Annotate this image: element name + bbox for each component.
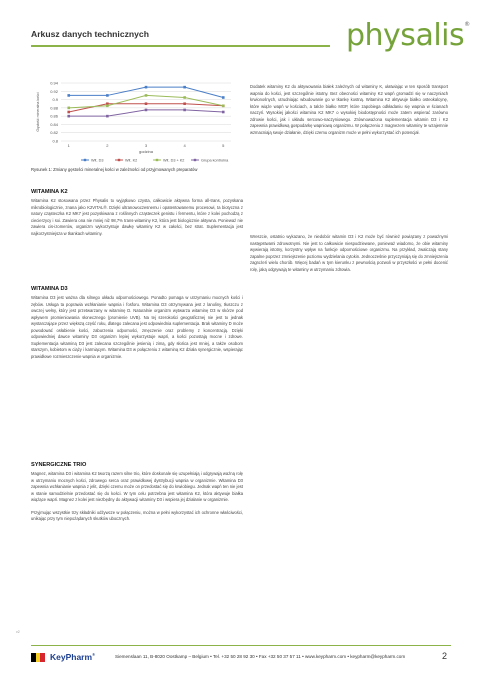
x-tick-label: 1 (67, 143, 70, 148)
x-tick-label: 4 (183, 143, 186, 148)
right-column-paragraph-1 (250, 84, 448, 136)
legend-marker (84, 159, 86, 161)
y-tick-label: 0.9 (52, 97, 58, 103)
section-body-2: Przyjmując wszystkie trzy składniki odżywcze w połączeniu, można w pełni wykorzystać ich ochronne właściwości, unikając przy tym niepożądanych skutków ubocznych. (31, 509, 243, 521)
footer-divider (31, 645, 451, 646)
document-title: Arkusz danych technicznych (31, 29, 149, 39)
keypharm-logo: KeyPharm® (50, 652, 96, 662)
x-tick-label: 3 (144, 143, 148, 148)
data-point (106, 104, 109, 107)
y-tick-label: 0.88 (50, 105, 58, 111)
data-point (67, 115, 70, 118)
data-point (67, 94, 70, 97)
section-body: Magnez, witamina D3 i witamina K2 tworzą razem silne trio, które doskonale się uzupełniają i odgrywają ważną rolę w utrzymaniu mocnych kości, zdrowego serca oraz prawidłowej dystrybucji wapnia w organizmie. Witamina D3 zapewnia wchłanianie wapnia z jelit, dzięki czemu może on przedostać się do krwiobiegu. Jednak wapń ten nie jest w stanie samodzielnie przedostać się do kości. W tym celu potrzebna jest witamina K2, która aktywuje białka wiążące wapń. Magnez z kolei jest niezbędny do aktywacji witaminy D3 i wspiera jej działanie w organizmie. (31, 471, 243, 502)
legend-label: Wit. K2 (125, 158, 138, 163)
header-divider (31, 45, 330, 47)
page-number: 2 (442, 651, 448, 661)
section-synergy-trio (31, 462, 243, 523)
y-tick-label: 0.92 (50, 88, 58, 94)
data-point (145, 109, 148, 112)
section-vitamin-k2 (31, 189, 243, 237)
section-heading: WITAMINA D3 (31, 286, 68, 292)
section-body: Witamina K2 stosowana przez Physalis to wyjątkowo czysta, całkowicie aktywna forma all-trans, pozyskana mikrobiologicznie, znana jako K2VITAL®. Dzięki ultranowoczesnemu i opatentowanemu procesowi, ta biotyczna z natury cząsteczka K2 MK7 jest pozyskiwana z roślinnych cząsteczek genistu i fermentu, które z kolei pochodzą z ciecierzycy i soi. Zawiera ona nie mniej niż 98,7% trans-witaminy K2, która jest biologicznie aktywna. Ponieważ nie zawiera cis-izomerów, organizm wykorzystuje dawkę witaminy K2 w całości, bez strat. Suplementacja jest najkorzystniejsza w tkankach witaminy. (31, 198, 243, 236)
data-point (222, 96, 225, 99)
physalis-logo: physalis® (346, 18, 470, 53)
data-point (183, 96, 186, 99)
paragraph: Dodatek witaminy K2 do aktywowania białek zależnych od witaminy K, ułatwiając w ten sposób transport wapnia do kości, jest szczególnie istotny. Bez obecności witaminy K2 wapń gromadzi się w naczyniach krwionośnych, utrudniając wbudowanie go w tkankę kostną. Witamina K2 aktywuje białko osteokalcynę, które wiąże wapń w kościach, a także białko MGP, które zapobiega odkładaniu się wapnia w ścianach naczyń. Wysokiej jakości witamina K2 MK7 o wysokiej biodostępności może zatem wspierać zarówno zdrowie kości, jak i układu sercowo-naczyniowego. Zrównoważona suplementacja witamin D3 i K2 zapewnia prawidłową gospodarkę wapniową organizmu. W połączeniu z magnezem witaminy te wzajemnie wzmacniają swoje działanie, dzięki czemu organizm może w pełni wykorzystać ich potencjał. (250, 84, 448, 135)
chart-svg (31, 75, 242, 165)
legend-marker (156, 159, 158, 161)
y-tick-label: 0.94 (50, 80, 58, 86)
legend-label: Wit. D3 (91, 158, 104, 163)
data-point (145, 86, 148, 89)
data-point (106, 94, 109, 97)
series-line (69, 95, 224, 107)
right-column-paragraph-2 (250, 234, 448, 273)
chart-caption: Rysunek 1: Zmiany gęstości mineralnej kości w zależności od przyjmowanych preparatów (31, 167, 198, 172)
x-tick-label: 5 (222, 143, 225, 148)
footer-contact: Siemenslaan 11, B-8020 Oostkamp – Belgium • Tel. +32 50 28 92 30 • Fax +32 50 37 57 11 • www.keypharm.com • keypharm@keypharm.com (115, 654, 406, 659)
data-point (67, 107, 70, 110)
data-point (106, 115, 109, 118)
legend-marker (118, 159, 120, 161)
data-point (145, 94, 148, 97)
y-tick-label: 0.8 (52, 138, 58, 144)
data-point (183, 102, 186, 105)
paragraph: Wreszcie, ostatnio wykazano, że niedobór witamin D3 i K2 może być również powiązany z poważnymi następstwami zdrowotnymi. Nie jest to całkowicie niespodziewane, ponieważ wiadomo, że obie witaminy wywierają istotny, korzystny wpływ na funkcje odpornościowe organizmu. Na przykład, zwalczają stany zapalne poprzez zmniejszenie poziomu wydzielania cytokin. Jednocześnie przyczyniają się do zmniejszenia zagrożeń wielu chorób. Więcej badań w tym kierunku z pewnością pozwoli w przyszłości w pełni docenić rolę, jaką odgrywają te witaminy w utrzymaniu zdrowia. (250, 234, 448, 272)
data-point (145, 102, 148, 105)
data-point (183, 86, 186, 89)
section-heading: WITAMINA K2 (31, 189, 68, 195)
section-body: Witamina D3 jest ważna dla silnego układu odpornościowego. Ponadto pomaga w utrzymaniu mocnych kości i zębów. Usługa ta poprawia wchłanianie wapnia i fosforu. Witamina D3 otrzymywana jest z lanoliny, tłuszczu z owczej wełny, który jest przetwarzany w witaminę D. Naturalnie organizm wytwarza witaminę D3 w skórze pod wpływem promieniowania słonecznego (promienie UVB). Na tej szerokości geograficznej nie jest to jednak wystarczające przez większą część roku, dlatego zalecana jest odpowiednia suplementacja. Brak witaminy D może powodować osłabienie kości, zaburzenia odporności, zmęczenie oraz problemy z koncentracją. Dzięki odpowiedniej dawce witaminy D3 organizm lepiej wykorzystuje wapń, a kości pozostają mocne i zdrowe. Suplementacja witaminą D3 jest zalecana szczególnie jesienią i zimą, gdy słońca jest mniej, a także osobom starszym, kobietom w ciąży i karmiącym. Witamina D3 w połączeniu z witaminą K2 działa synergicznie, wspierając prawidłowe rozmieszczenie wapnia w organizmie. (31, 295, 243, 359)
data-point (183, 109, 186, 112)
section-heading: SYNERGICZNE TRIO (31, 462, 87, 468)
belgian-flag-icon (31, 653, 45, 662)
y-tick-label: 0.82 (50, 130, 58, 136)
x-axis-label: godzina (138, 149, 154, 154)
legend-marker (194, 159, 196, 161)
footer (31, 651, 451, 665)
version-mark: v2 (16, 630, 20, 634)
legend-label: Wit. D3 + K2 (163, 158, 185, 163)
legend-label: Grupa kontrolna (201, 158, 229, 163)
section-vitamin-d3 (31, 286, 243, 360)
y-axis-label: Gęstość mineralna kości (36, 92, 40, 132)
y-tick-label: 0.86 (50, 113, 58, 119)
data-point (222, 104, 225, 107)
data-point (67, 111, 70, 114)
y-tick-label: 0.84 (50, 121, 58, 127)
data-point (222, 111, 225, 114)
x-tick-label: 2 (106, 143, 109, 148)
